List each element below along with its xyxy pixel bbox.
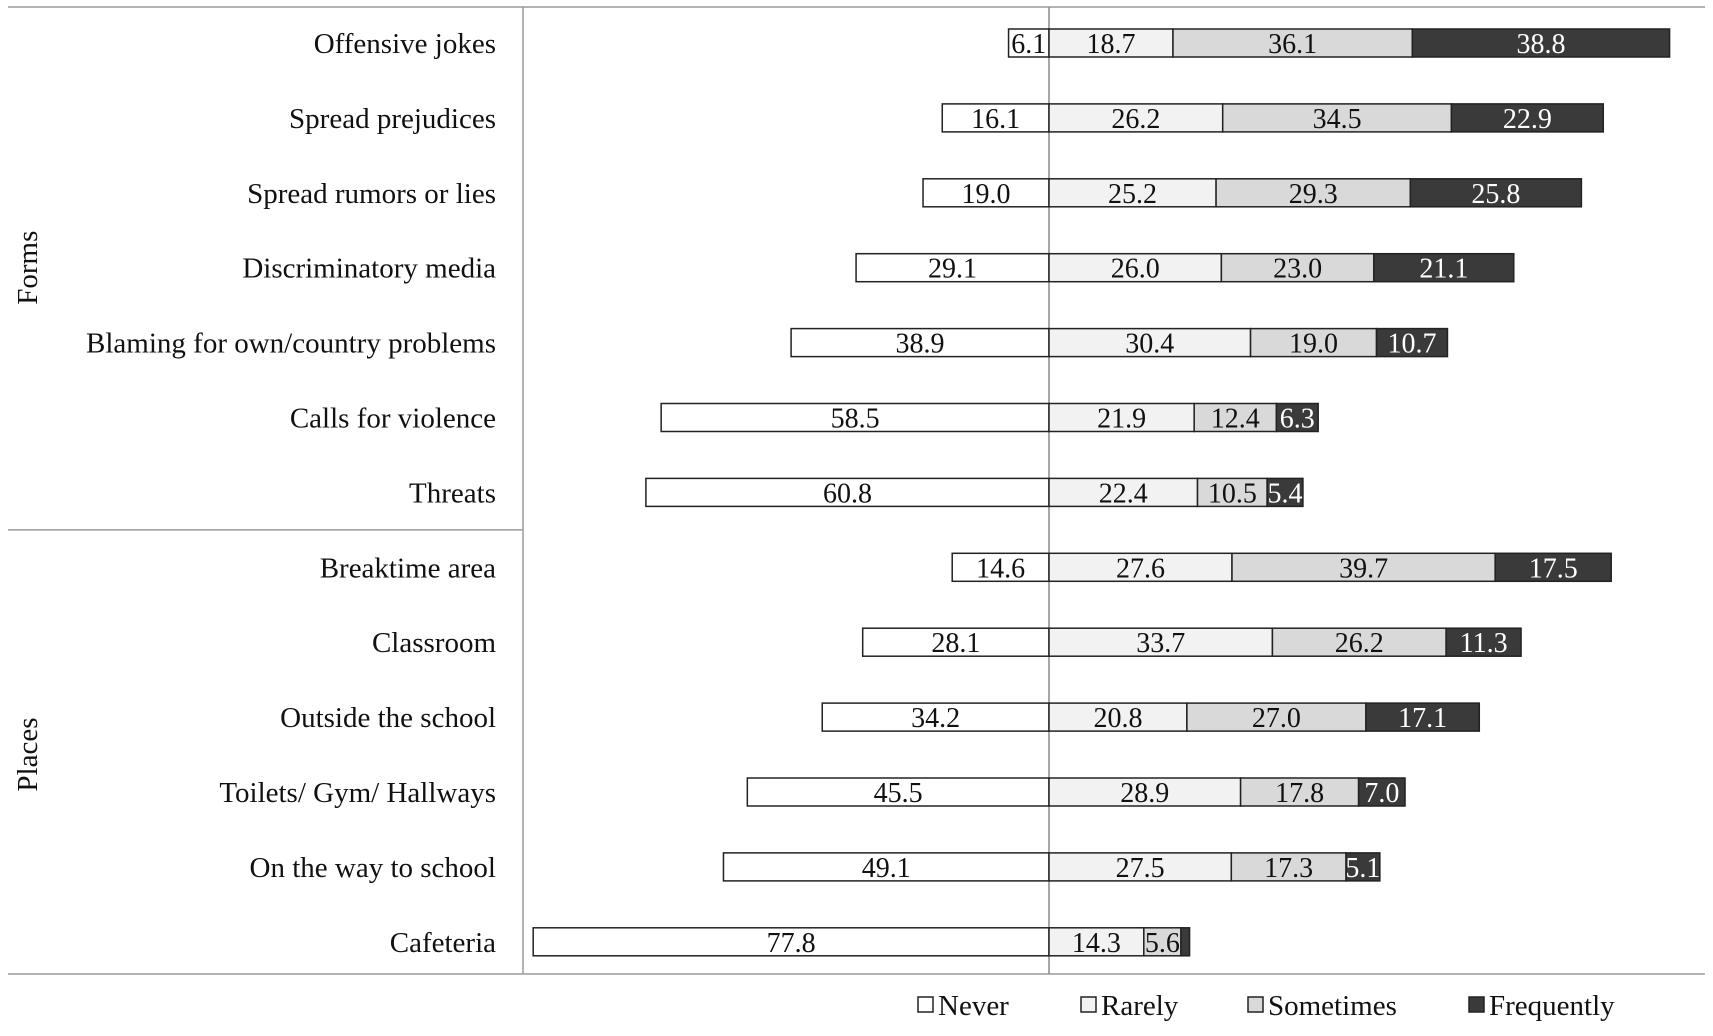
row-label-classroom: Classroom [371,627,496,660]
value-label-never-threats: 60.8 [822,478,872,510]
row-label-threats: Threats [409,477,496,510]
value-label-never-outside-the-school: 34.2 [911,703,961,735]
value-label-frequently-discriminatory-media: 21.1 [1419,253,1469,285]
legend-label-never: Never [938,990,1009,1022]
legend-label-frequently: Frequently [1489,990,1615,1022]
value-label-never-offensive-jokes: 6.1 [1011,29,1047,60]
value-label-rarely-offensive-jokes: 18.7 [1086,29,1136,60]
value-label-frequently-toilets-gym-hallways: 7.0 [1364,778,1400,809]
value-label-never-classroom: 28.1 [931,628,981,660]
value-label-never-discriminatory-media: 29.1 [928,253,978,285]
value-label-frequently-calls-for-violence: 6.3 [1279,403,1315,435]
value-label-rarely-spread-rumors-or-lies: 25.2 [1108,178,1158,210]
value-label-never-toilets-gym-hallways: 45.5 [873,778,923,809]
value-label-rarely-cafeteria: 14.3 [1071,927,1121,959]
value-label-frequently-spread-rumors-or-lies: 25.8 [1471,178,1521,210]
value-label-frequently-spread-prejudices: 22.9 [1502,103,1552,135]
row-label-outside-the-school: Outside the school [280,702,496,735]
value-label-never-spread-prejudices: 16.1 [971,103,1021,135]
value-label-never-blaming-for-own-country-problems: 38.9 [895,328,945,360]
row-label-discriminatory-media: Discriminatory media [242,252,496,285]
value-label-never-breaktime-area: 14.6 [976,553,1026,585]
group-label-forms: Forms [12,230,44,305]
value-label-rarely-on-the-way-to-school: 27.5 [1115,852,1165,884]
value-label-sometimes-classroom: 26.2 [1334,628,1384,660]
value-label-sometimes-discriminatory-media: 23.0 [1273,253,1323,285]
group-label-places: Places [12,717,44,792]
value-label-rarely-outside-the-school: 20.8 [1093,703,1143,735]
value-label-rarely-breaktime-area: 27.6 [1115,553,1165,585]
value-label-sometimes-breaktime-area: 39.7 [1339,553,1389,585]
row-label-spread-prejudices: Spread prejudices [289,102,496,135]
value-label-never-calls-for-violence: 58.5 [830,403,880,435]
value-label-sometimes-cafeteria: 5.6 [1144,927,1180,959]
row-label-spread-rumors-or-lies: Spread rumors or lies [247,177,496,210]
row-label-calls-for-violence: Calls for violence [289,402,496,435]
row-label-offensive-jokes: Offensive jokes [313,28,496,60]
value-label-frequently-breaktime-area: 17.5 [1528,553,1578,585]
value-label-rarely-discriminatory-media: 26.0 [1110,253,1160,285]
value-label-sometimes-offensive-jokes: 36.1 [1268,29,1318,60]
value-label-never-on-the-way-to-school: 49.1 [861,852,911,884]
row-label-breaktime-area: Breaktime area [319,552,496,585]
value-label-frequently-outside-the-school: 17.1 [1398,703,1448,735]
value-label-sometimes-threats: 10.5 [1207,478,1257,510]
value-label-frequently-classroom: 11.3 [1459,628,1508,660]
value-label-never-spread-rumors-or-lies: 19.0 [961,178,1011,210]
legend-label-sometimes: Sometimes [1268,990,1397,1022]
value-label-sometimes-spread-prejudices: 34.5 [1312,103,1362,135]
value-label-sometimes-toilets-gym-hallways: 17.8 [1275,778,1325,809]
row-label-toilets-gym-hallways: Toilets/ Gym/ Hallways [219,777,496,809]
value-label-sometimes-outside-the-school: 27.0 [1251,703,1301,735]
legend-swatch-sometimes [1248,997,1263,1012]
legend-swatch-never [918,997,933,1012]
value-label-rarely-classroom: 33.7 [1136,628,1186,660]
value-label-sometimes-on-the-way-to-school: 17.3 [1264,852,1314,884]
value-label-rarely-blaming-for-own-country-problems: 30.4 [1125,328,1175,360]
legend-label-rarely: Rarely [1101,990,1179,1022]
legend-swatch-rarely [1081,997,1096,1012]
legend-swatch-frequently [1469,997,1484,1012]
value-label-sometimes-spread-rumors-or-lies: 29.3 [1288,178,1338,210]
row-label-blaming-for-own-country-problems: Blaming for own/country problems [86,327,496,360]
bar-frequently-cafeteria [1181,928,1190,956]
value-label-rarely-toilets-gym-hallways: 28.9 [1120,778,1170,809]
row-label-on-the-way-to-school: On the way to school [249,851,496,884]
value-label-rarely-calls-for-violence: 21.9 [1097,403,1147,435]
value-label-sometimes-blaming-for-own-country-problems: 19.0 [1289,328,1339,360]
value-label-never-cafeteria: 77.8 [766,927,816,959]
value-label-rarely-threats: 22.4 [1098,478,1148,510]
value-label-frequently-on-the-way-to-school: 5.1 [1345,852,1381,884]
chart-legend [918,990,1615,1022]
value-label-frequently-threats: 5.4 [1267,478,1303,510]
value-label-frequently-offensive-jokes: 38.8 [1516,29,1566,60]
row-label-cafeteria: Cafeteria [389,926,496,959]
value-label-frequently-blaming-for-own-country-problems: 10.7 [1387,328,1437,360]
value-label-rarely-spread-prejudices: 26.2 [1111,103,1161,135]
value-label-sometimes-calls-for-violence: 12.4 [1210,403,1260,435]
